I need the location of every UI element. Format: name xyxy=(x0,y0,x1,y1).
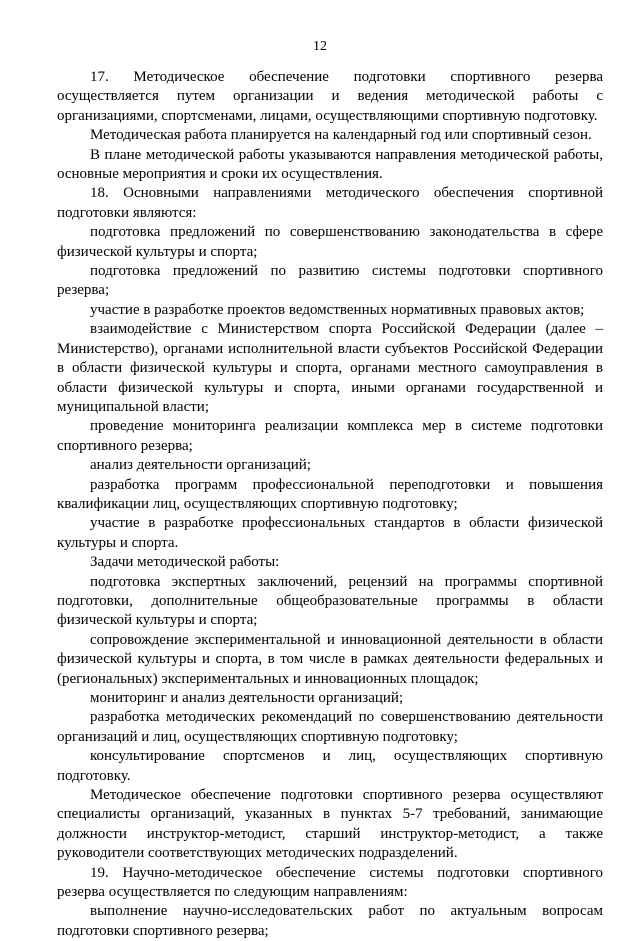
list-item: участие в разработке профессиональных стандартов в области физической культуры и спорта. xyxy=(57,515,603,551)
paragraph-17-intro: 17. Методическое обеспечение подготовки спортивного резерва осуществляется путем организации и ведения методической работы с организациями, спортсменами, лицами, осуществляющими спортивную подготовку. xyxy=(57,69,603,124)
list-item: подготовка экспертных заключений, рецензий на программы спортивной подготовки, дополнительные общеобразовательные программы в области физической культуры и спорта; xyxy=(57,573,603,629)
paragraph-18-intro: 18. Основными направлениями методического обеспечения спортивной подготовки являются: xyxy=(57,185,603,221)
list-item: участие в разработке проектов ведомственных нормативных правовых актов; xyxy=(90,301,585,318)
page-number: 12 xyxy=(313,39,327,54)
list-item: подготовка предложений по развитию системы подготовки спортивного резерва; xyxy=(57,263,603,299)
document-body xyxy=(57,68,603,941)
paragraph-specialists: Методическое обеспечение подготовки спортивного резерва осуществляют специалисты организаций, указанных в пунктах 5-7 требований, занимающие должности инструктор-методист, старший инструктор-методист, а также руководители соответствующих методических подразделений. xyxy=(57,787,603,862)
list-item: подготовка предложений по совершенствованию законодательства в сфере физической культуры и спорта; xyxy=(57,224,603,260)
list-item: взаимодействие с Министерством спорта Российской Федерации (далее – Министерство), органами исполнительной власти субъектов Российской Федерации в области физической культуры и спорта, органами местного самоуправления в области физической культуры и спорта, иными органами государственной и муниципальной власти; xyxy=(57,321,603,415)
list-item: проведение мониторинга реализации комплекса мер в системе подготовки спортивного резерва; xyxy=(57,418,603,454)
tasks-heading: Задачи методической работы: xyxy=(90,554,280,571)
paragraph-19-intro: 19. Научно-методическое обеспечение системы подготовки спортивного резерва осуществляется по следующим направлениям: xyxy=(57,864,603,901)
paragraph-planning: Методическая работа планируется на календарный год или спортивный сезон. xyxy=(90,127,592,144)
list-item: мониторинг и анализ деятельности организаций; xyxy=(90,690,404,706)
list-item: сопровождение экспериментальной и инновационной деятельности в области физической культуры и спорта, в том числе в рамках деятельности федеральных и (региональных) экспериментальных и инновационных площадок; xyxy=(57,631,603,687)
list-item: разработка программ профессиональной переподготовки и повышения квалификации лиц, осуществляющих спортивную подготовку; xyxy=(57,476,603,512)
list-item: разработка методических рекомендаций по совершенствованию деятельности организаций и лиц, осуществляющих спортивную подготовку; xyxy=(57,709,603,745)
list-item: консультирование спортсменов и лиц, осуществляющих спортивную подготовку. xyxy=(57,748,603,784)
list-item: анализ деятельности организаций; xyxy=(90,457,311,474)
list-item: выполнение научно-исследовательских работ по актуальным вопросам подготовки спортивного резерва; xyxy=(57,903,603,939)
paragraph-plan-content: В плане методической работы указываются направления методической работы, основные мероприятия и сроки их осуществления. xyxy=(57,146,603,183)
